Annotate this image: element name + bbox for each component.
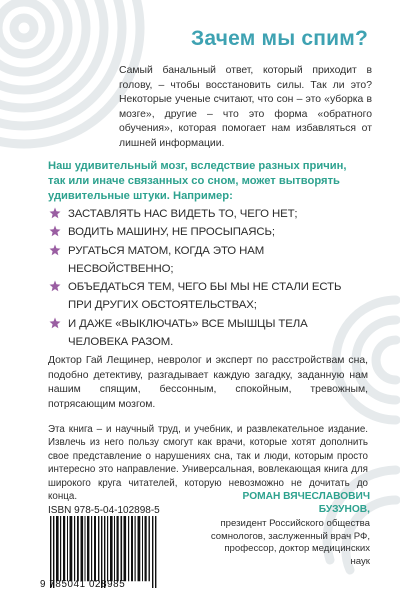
intro-paragraph: Самый банальный ответ, который приходит в голову, – чтобы восстановить силы. Так ли это? Некоторые ученые считают, что сон – это «уборка в мозге», другие – что это форма «обратного обучения», которая помогает нам избавляться от лишней информации. bbox=[119, 65, 372, 149]
star-icon bbox=[49, 280, 61, 292]
star-icon bbox=[49, 317, 61, 329]
star-icon bbox=[49, 225, 61, 237]
book-question-title: Зачем мы спим? bbox=[190, 27, 368, 50]
list-item-text: РУГАТЬСЯ МАТОМ, КОГДА ЭТО НАМ НЕСВОЙСТВЕННО; bbox=[68, 244, 265, 275]
reviewer-title: президент Российского общества сомнологов, заслуженный врач РФ, профессор, доктор медицинских наук bbox=[210, 518, 370, 567]
list-item-text: ЗАСТАВЛЯТЬ НАС ВИДЕТЬ ТО, ЧЕГО НЕТ; bbox=[68, 208, 298, 220]
list-item bbox=[68, 205, 368, 223]
list-item-text: ВОДИТЬ МАШИНУ, НЕ ПРОСЫПАЯСЬ; bbox=[68, 226, 275, 239]
list-item-text: ОБЪЕДАТЬСЯ ТЕМ, ЧЕГО БЫ МЫ НЕ СТАЛИ ЕСТЬ ПРИ ДРУГИХ ОБСТОЯТЕЛЬСТВАХ; bbox=[68, 281, 342, 312]
isbn-label: ISBN 978-5-04-102898-5 bbox=[48, 505, 160, 516]
star-icon bbox=[49, 244, 61, 256]
reviewer-block bbox=[210, 490, 370, 568]
book-description-paragraph: Эта книга – и научный труд, и учебник, и развлекательное издание. Извлечь из него пользу смогут как врачи, которые хотят дополнить свое представление о нарушениях сна, так и люди, которым просто интересно это направление. Универсальная, вовлекающая книга для широкого круга читателей, которую невозможно не дочитать до конца. bbox=[48, 424, 368, 503]
list-item-text: И ДАЖЕ «ВЫКЛЮЧАТЬ» ВСЕ МЫШЦЫ ТЕЛА ЧЕЛОВЕКА РАЗОМ. bbox=[68, 317, 308, 349]
feature-list bbox=[68, 205, 368, 351]
list-item bbox=[68, 315, 368, 352]
list-item bbox=[68, 242, 368, 279]
barcode-digits: 9 785041 028985 bbox=[40, 579, 126, 590]
author-paragraph: Доктор Гай Лещинер, невролог и эксперт по расстройствам сна, подобно детективу, разгадывает каждую загадку, заданную нам нашим спящим, бессонным, спокойным, тревожным, потрясающим мозгом. bbox=[48, 355, 368, 410]
list-item bbox=[68, 278, 368, 315]
barcode-image bbox=[48, 516, 158, 588]
lead-paragraph: Наш удивительный мозг, вследствие разных причин, так или иначе связанных со сном, может вытворять удивительные штуки. Например: bbox=[48, 160, 347, 203]
list-item bbox=[68, 223, 368, 241]
reviewer-name: РОМАН ВЯЧЕСЛАВОВИЧ БУЗУНОВ, bbox=[242, 491, 370, 515]
star-icon bbox=[49, 207, 61, 219]
